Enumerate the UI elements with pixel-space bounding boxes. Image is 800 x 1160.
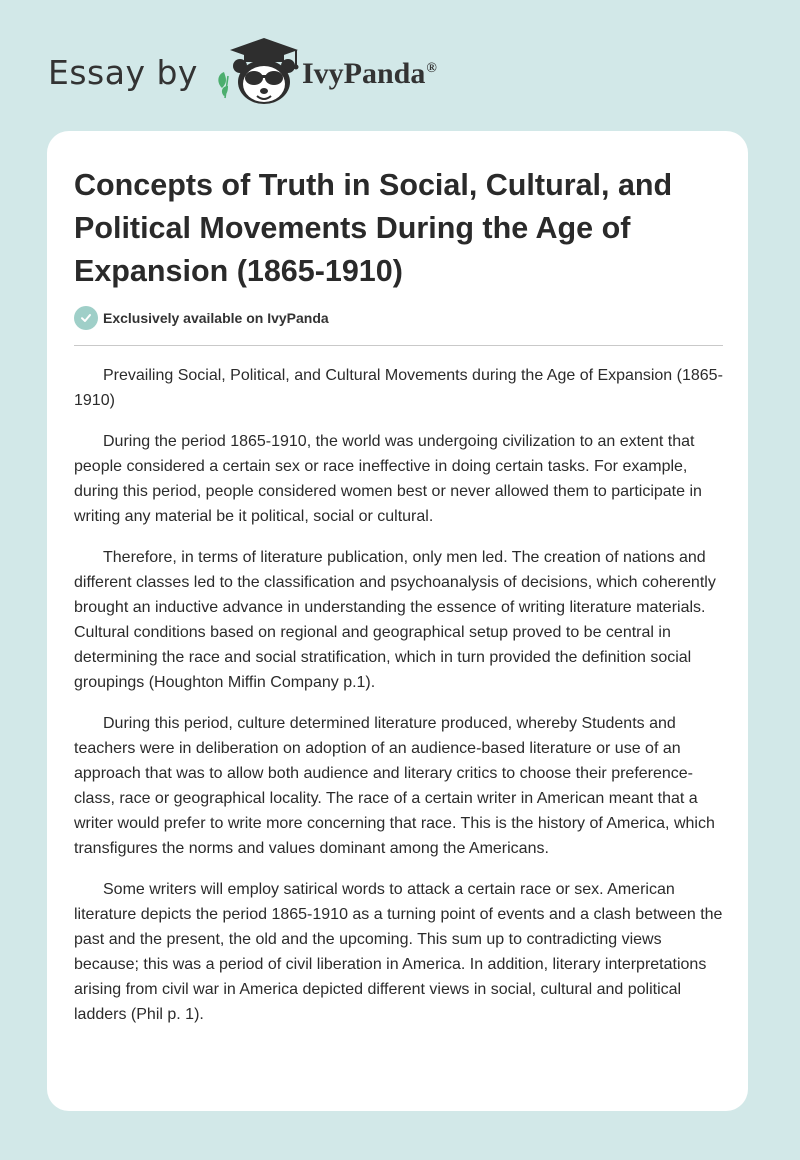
paragraph: Prevailing Social, Political, and Cultural Movements during the Age of Expansion (1865-1910) bbox=[74, 367, 723, 409]
divider bbox=[74, 345, 723, 346]
brand-name-text: IvyPanda bbox=[301, 57, 426, 90]
check-icon bbox=[74, 306, 98, 330]
brand-header[interactable] bbox=[48, 36, 437, 108]
exclusive-label: Exclusively available on IvyPanda bbox=[103, 310, 329, 326]
paragraph: Therefore, in terms of literature publication, only men led. The creation of nations and different classes led to the classification and psychoanalysis of decisions, which coherently brought an inductive advance in understanding the essence of writing literature materials. Cultural conditions based on regional and geographical setup proved to be central in determining the race and social stratification, which in turn provided the definition social groupings (Houghton Miffin Company p.1). bbox=[74, 549, 716, 691]
exclusive-badge bbox=[74, 306, 329, 330]
paragraph: Some writers will employ satirical words to attack a certain race or sex. American literature depicts the period 1865-1910 as a turning point of events and a clash between the past and the present, the old and the upcoming. This sum up to contradicting views because; this was a period of civil liberation in America. In addition, literary interpretations arising from civil war in America depicted different views in social, cultural and political ladders (Phil p. 1). bbox=[74, 881, 723, 1023]
essay-title: Concepts of Truth in Social, Cultural, and Political Movements During the Age of Expansion (1865-1910) bbox=[74, 168, 673, 288]
brand-name bbox=[302, 57, 437, 91]
essay-card bbox=[47, 131, 748, 1111]
brand-prefix: Essay by bbox=[48, 52, 198, 92]
paragraph: During this period, culture determined literature produced, whereby Students and teachers were in deliberation on adoption of an audience-based literature or use of an approach that was to allow both audience and literary critics to choose their preference-class, race or geographical locality. The race of a certain writer in American meant that a writer would prefer to write more concerning that race. This is the history of America, which transfigures the norms and values dominant among the Americans. bbox=[74, 715, 715, 857]
paragraph: During the period 1865-1910, the world was undergoing civilization to an extent that people considered a certain sex or race ineffective in doing certain tasks. For example, during this period, people considered women best or never allowed them to participate in writing any material be it political, social or cultural. bbox=[74, 433, 702, 525]
essay-body bbox=[74, 363, 723, 1043]
panda-logo-icon bbox=[212, 36, 304, 108]
registered-mark: ® bbox=[426, 61, 437, 76]
